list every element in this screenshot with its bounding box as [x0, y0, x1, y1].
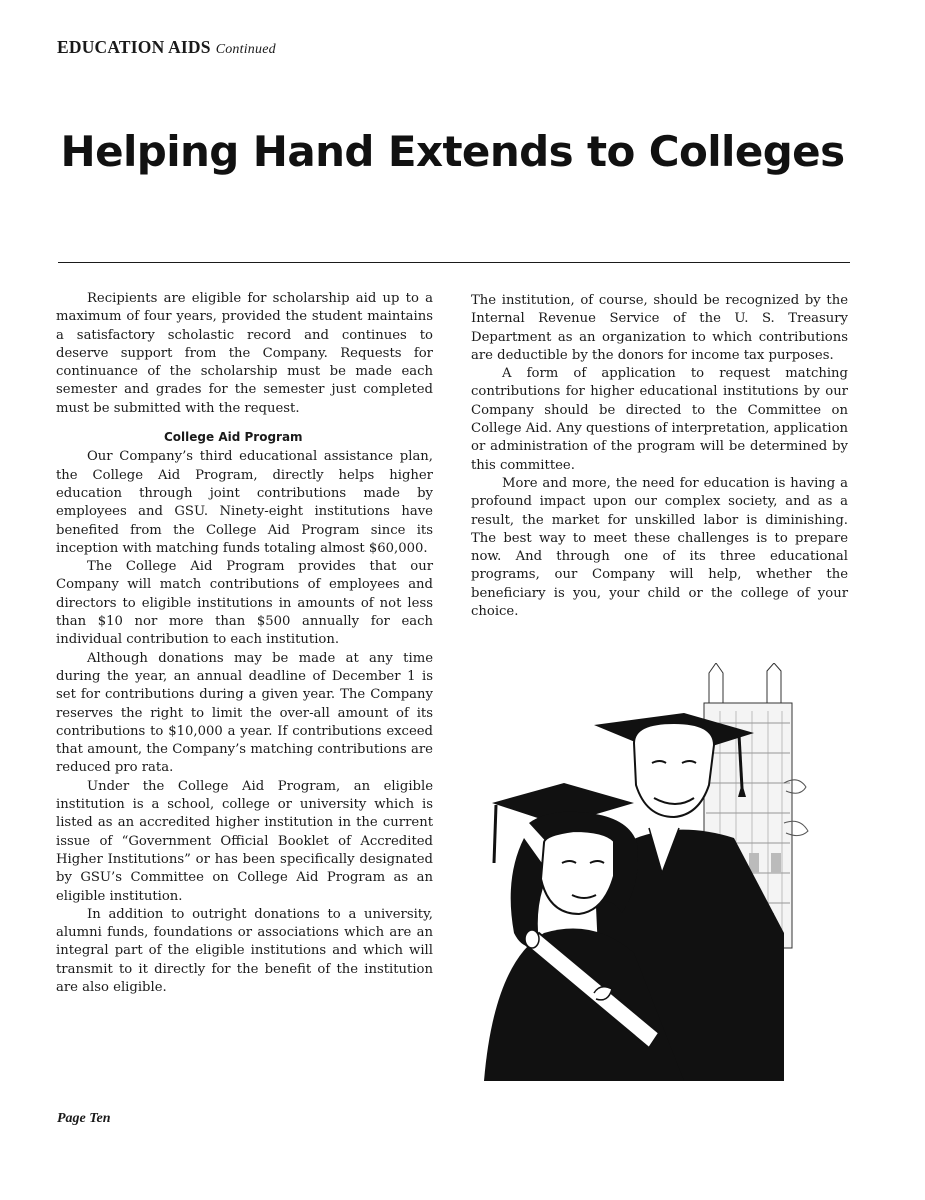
page-number: Page Ten	[57, 1111, 111, 1126]
right-column	[471, 292, 848, 621]
left-column	[56, 290, 433, 997]
paragraph: A form of application to request matching contributions for higher educational institutions by our Company should be directed to the Committee on College Aid. Any questions of interpretation, application or administration of the program will be determined by this committee.	[471, 366, 848, 473]
paragraph: More and more, the need for education is having a profound impact upon our complex society, and as a result, the market for unskilled labor is diminishing. The best way to meet these challenges is to prepare now. And through one of its three educational programs, our Company will help, whether the beneficiary is you, your child or the college of your choice.	[471, 475, 848, 620]
graduates-illustration	[484, 663, 814, 1081]
continued-label: Continued	[215, 42, 276, 57]
college-aid-subheading: College Aid Program	[164, 430, 303, 445]
paragraph: Our Company’s third educational assistance plan, the College Aid Program, directly helps higher education through joint contributions made by employees and GSU. Ninety-eight institutions have benefited from the College Aid Program since its inception with matching funds totaling almost $60,000.	[56, 449, 433, 556]
section-label: EDUCATION AIDS	[57, 37, 211, 57]
page-title: Helping Hand Extends to Colleges	[60, 127, 845, 176]
paragraph: In addition to outright donations to a university, alumni funds, foundations or associations which are an integral part of the eligible institutions and which will transmit to it directly for the benefit of the institution are also eligible.	[56, 906, 433, 995]
title-divider	[58, 262, 850, 263]
paragraph: Although donations may be made at any time during the year, an annual deadline of December 1 is set for contributions during a given year. The Company reserves the right to limit the over-all amount of its contributions to $10,000 a year. If contributions exceed that amount, the Company’s matching contributions are reduced pro rata.	[56, 650, 433, 776]
section-header	[57, 37, 276, 58]
paragraph: Under the College Aid Program, an eligible institution is a school, college or university which is listed as an accredited higher institution in the current issue of “Government Official Booklet of Accredited Higher Institutions” or has been specifically designated by GSU’s Committee on College Aid Program as an eligible institution.	[56, 778, 433, 904]
intro-paragraph: Recipients are eligible for scholarship aid up to a maximum of four years, provided the student maintains a satisfactory scholastic record and continues to deserve support from the Company. Requests for continuance of the scholarship must be made each semester and grades for the semester just completed must be submitted with the request.	[56, 291, 433, 416]
paragraph: The institution, of course, should be recognized by the Internal Revenue Service of the U. S. Treasury Department as an organization to which contributions are deductible by the donors for income tax purposes.	[471, 293, 848, 363]
paragraph: The College Aid Program provides that our Company will match contributions of employees and directors to eligible institutions in amounts of not less than $10 nor more than $500 annually for each individual contribution to each institution.	[56, 559, 433, 648]
